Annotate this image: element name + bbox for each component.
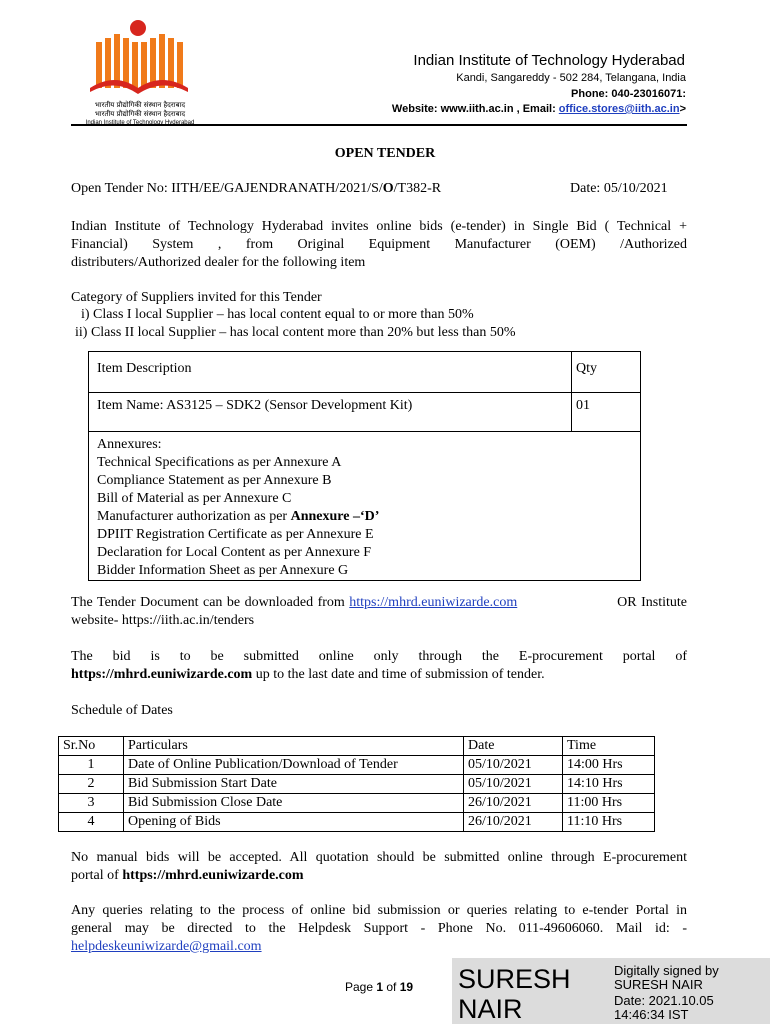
schedule-row [59,794,655,813]
helpdesk-email-link[interactable]: helpdeskeuniwizarde@gmail.com [71,939,262,954]
annexures-cell [89,432,641,581]
logo-bar [168,38,174,88]
category-heading: Category of Suppliers invited for this Tender [71,290,322,305]
schedule-date: 05/10/2021 [464,775,563,794]
manual-line-2 [71,867,687,885]
stores-email-link[interactable]: office.stores@iith.ac.in [558,103,680,115]
tender-no-prefix: Open Tender No: IITH/EE/GAJENDRANATH/2021/S/ [71,181,383,196]
download-prefix: The Tender Document can be downloaded from [71,595,350,610]
schedule-srno: 3 [59,794,124,813]
page-current: 1 [376,980,384,994]
intro-line-1: Indian Institute of Technology Hyderabad invites online bids (e-tender) in Single Bid ( Technical + [71,219,687,234]
category-item-1: i) Class I local Supplier – has local content equal to or more than 50% [81,307,474,322]
manual-portal-bold: https://mhrd.euniwizarde.com [122,868,304,883]
schedule-date: 05/10/2021 [464,756,563,775]
schedule-particulars: Opening of Bids [124,813,464,832]
signer-name-line-2: NAIR [458,994,523,1024]
logo-sun [130,20,146,36]
schedule-particulars: Bid Submission Close Date [124,794,464,813]
schedule-row [59,813,655,832]
schedule-time: 14:10 Hrs [563,775,655,794]
page-number [345,980,413,994]
signer-name-line-1: SURESH [458,964,571,994]
logo-bar [159,34,165,88]
annexure-d-bold: Annexure –‘D’ [290,509,380,524]
item-qty: 01 [572,393,641,432]
iith-logo-icon [80,16,200,96]
schedule-header-particulars: Particulars [124,737,464,756]
institute-name: Indian Institute of Technology Hyderabad [413,52,685,69]
tender-date: Date: 05/10/2021 [570,181,668,196]
logo-bar [114,34,120,88]
logo-bar [177,42,183,88]
item-table [88,351,641,581]
item-name: Item Name: AS3125 – SDK2 (Sensor Development Kit) [89,393,572,432]
signature-line-3: Date: 2021.10.05 [614,993,714,1008]
item-description-header: Item Description [89,352,572,393]
institute-phone: Phone: 040-23016071: [571,88,686,100]
annexure-f: Declaration for Local Content as per Annexure F [97,545,372,560]
schedule-srno: 1 [59,756,124,775]
page-mid: of [383,980,400,994]
digital-signature [452,958,770,1024]
logo-bar [141,42,147,88]
queries-line-2: general may be directed to the Helpdesk Support - Phone No. 011-49606060. Mail id: - [71,921,687,936]
page-prefix: Page [345,980,377,994]
signature-line-4: 14:46:34 IST [614,1007,689,1022]
logo-bar [96,42,102,88]
schedule-time: 11:10 Hrs [563,813,655,832]
annexure-g: Bidder Information Sheet as per Annexure G [97,563,349,578]
item-table-header [89,352,641,393]
schedule-srno: 2 [59,775,124,794]
schedule-header-srno: Sr.No [59,737,124,756]
submit-line-2 [71,666,687,684]
annexure-d [97,508,632,526]
intro-line-3: distributers/Authorized dealer for the following item [71,255,366,270]
signature-line-2: SURESH NAIR [614,977,703,992]
schedule-header-row [59,737,655,756]
submit-line-1: The bid is to be submitted online only through the E-procurement portal of [71,649,687,664]
manual-line-1: No manual bids will be accepted. All quotation should be submitted online through E-procurement [71,850,687,865]
euniwizarde-link[interactable]: https://mhrd.euniwizarde.com [349,595,518,610]
schedule-header-time: Time [563,737,655,756]
item-row [89,393,641,432]
institute-contact [392,103,686,115]
schedule-particulars: Bid Submission Start Date [124,775,464,794]
schedule-row [59,756,655,775]
logo-bar [150,38,156,88]
annexure-e: DPIIT Registration Certificate as per Annexure E [97,527,374,542]
queries-line-3 [71,938,687,956]
intro-line-2: Financial) System , from Original Equipment Manufacturer (OEM) /Authorized [71,237,687,252]
annexure-d-prefix: Manufacturer authorization as per [97,509,291,524]
logo-bar [123,38,129,88]
logo-bar [132,42,138,88]
category-item-2: ii) Class II local Supplier – has local content more than 20% but less than 50% [75,325,516,340]
website-suffix: > [679,103,686,115]
schedule-header-date: Date [464,737,563,756]
institute-address: Kandi, Sangareddy - 502 284, Telangana, India [456,72,686,84]
annexures-heading: Annexures: [97,437,162,452]
schedule-table [58,736,655,832]
schedule-time: 14:00 Hrs [563,756,655,775]
annexure-c: Bill of Material as per Annexure C [97,491,292,506]
annexure-a: Technical Specifications as per Annexure A [97,455,342,470]
schedule-particulars: Date of Online Publication/Download of Tender [124,756,464,775]
submit-suffix: up to the last date and time of submission of tender. [252,667,545,682]
logo-text-hindi-1: भारतीय प्रौद्योगिकी संस्थान हैदराबाद [94,101,186,109]
tender-no-suffix: /T382-R [393,181,442,196]
download-line-2: website- https://iith.ac.in/tenders [71,613,255,628]
schedule-date: 26/10/2021 [464,813,563,832]
schedule-heading: Schedule of Dates [71,703,173,718]
logo-text-english: Indian Institute of Technology Hyderabad [85,120,195,126]
schedule-time: 11:00 Hrs [563,794,655,813]
qty-header: Qty [572,352,641,393]
download-suffix: OR Institute [617,595,687,610]
queries-line-1: Any queries relating to the process of online bid submission or queries relating to e-tender Portal in [71,903,687,918]
schedule-date: 26/10/2021 [464,794,563,813]
page-total: 19 [399,980,414,994]
tender-number [71,181,441,197]
iith-logo [80,16,200,128]
schedule-srno: 4 [59,813,124,832]
schedule-row [59,775,655,794]
signature-line-1: Digitally signed by [614,963,719,978]
submit-portal-bold: https://mhrd.euniwizarde.com [71,667,253,682]
download-line-1 [71,594,687,612]
manual-prefix: portal of [71,868,123,883]
annexure-b: Compliance Statement as per Annexure B [97,473,332,488]
website-text: Website: www.iith.ac.in , Email: [391,103,559,115]
tender-no-bold: O [382,181,394,196]
logo-text-hindi-2: भारतीय प्रौद्योगिकी संस्थान हैदराबाद [94,110,186,118]
annexures-row [89,432,641,581]
page-title: OPEN TENDER [334,146,436,161]
header-divider [71,124,687,126]
